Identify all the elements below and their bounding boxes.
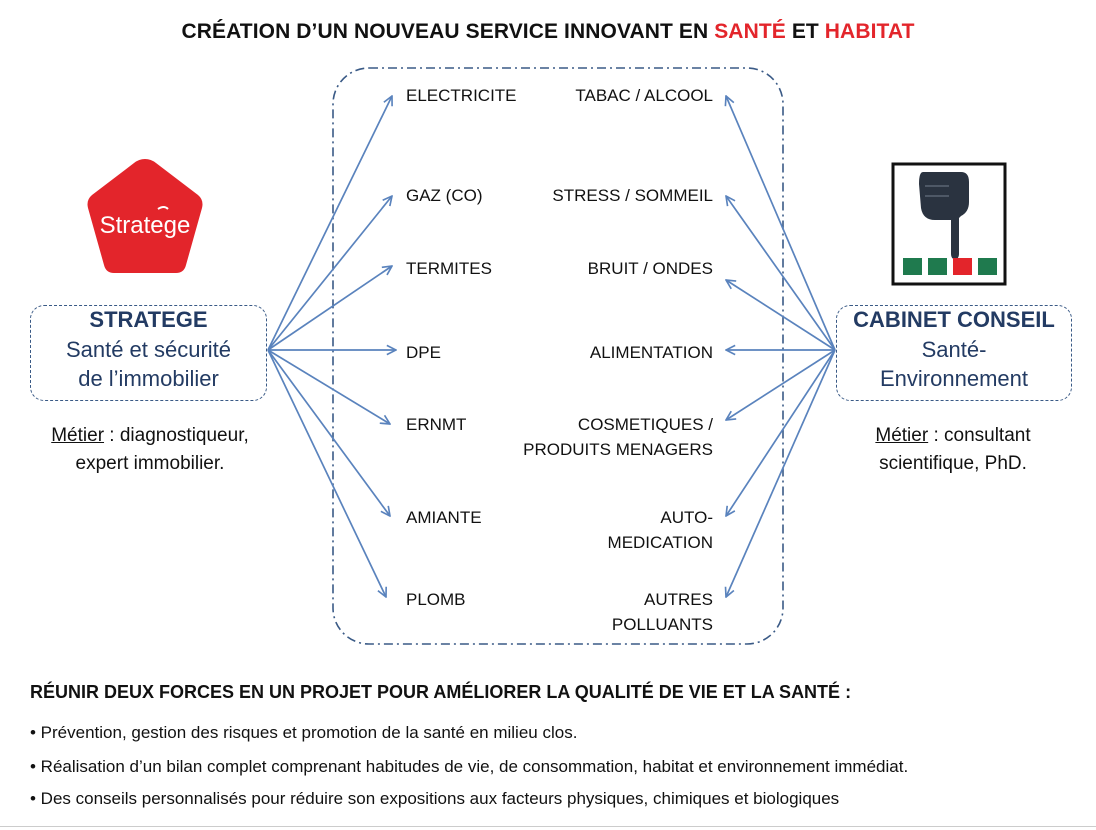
stratege-metier: Métier : diagnostiqueur, expert immobilier.	[51, 425, 249, 474]
health-item-stress: STRESS / SOMMEIL	[552, 186, 713, 205]
cabinet-conseil-subtitle-1: Santé-	[921, 337, 987, 362]
green-square-icon	[928, 258, 947, 275]
cabinet-conseil-subtitle-2: Environnement	[880, 366, 1028, 391]
bullet-item: • Réalisation d’un bilan complet comprenant habitudes de vie, de consommation, habitat et environnement immédiat.	[30, 757, 909, 776]
project-heading: RÉUNIR DEUX FORCES EN UN PROJET POUR AMÉLIORER LA QUALITÉ DE VIE ET LA SANTÉ :	[30, 682, 852, 702]
right-arrows	[726, 96, 835, 597]
bullet-item: • Des conseils personnalisés pour réduire son expositions aux facteurs physiques, chimiques et biologiques	[30, 789, 840, 808]
page-title: CRÉATION D’UN NOUVEAU SERVICE INNOVANT EN SANTÉ ET HABITAT	[181, 20, 915, 43]
hazard-item-gaz: GAZ (CO)	[406, 186, 483, 205]
stratege-logo-text: Stratege	[99, 212, 191, 239]
health-item-tabac: TABAC / ALCOOL	[575, 86, 713, 105]
right-arrow-2	[726, 280, 835, 350]
health-item-bruit: BRUIT / ONDES	[587, 259, 713, 278]
left-arrow-1	[268, 196, 392, 350]
health-item-alimentation: ALIMENTATION	[589, 343, 713, 362]
right-arrow-6	[726, 350, 835, 597]
cabinet-conseil-name: CABINET CONSEIL	[853, 307, 1055, 332]
right-arrow-0	[726, 96, 835, 350]
left-arrow-5	[268, 350, 390, 516]
bullet-item: • Prévention, gestion des risques et promotion de la santé en milieu clos.	[30, 723, 578, 742]
red-square-icon	[953, 258, 972, 275]
left-arrow-0	[268, 96, 392, 350]
hazard-item-electricite: ELECTRICITE	[406, 86, 517, 105]
hazard-item-ernmt: ERNMT	[406, 415, 467, 434]
health-item-cosmetiques: COSMETIQUES / PRODUITS MENAGERS	[523, 415, 713, 459]
cabinet-conseil-logo	[891, 162, 1007, 286]
green-square-icon	[978, 258, 997, 275]
left-arrow-6	[268, 350, 386, 597]
right-arrow-1	[726, 196, 835, 350]
stratege-box	[30, 305, 267, 401]
hazard-item-amiante: AMIANTE	[406, 508, 482, 527]
hazard-item-plomb: PLOMB	[406, 590, 466, 609]
stratege-subtitle-2: de l’immobilier	[78, 366, 219, 391]
cabinet-conseil-box	[836, 305, 1072, 401]
stratege-name: STRATEGE	[89, 307, 208, 332]
hazard-item-termites: TERMITES	[406, 259, 492, 278]
health-item-autres-polluants: AUTRES POLLUANTS	[611, 590, 713, 634]
cabinet-conseil-metier: Métier : consultant scientifique, PhD.	[875, 425, 1031, 474]
footer-divider	[0, 826, 1096, 827]
health-item-automedication: AUTO- MEDICATION	[607, 508, 713, 552]
left-arrow-2	[268, 266, 392, 350]
green-square-icon	[903, 258, 922, 275]
left-arrows	[268, 96, 396, 597]
hazard-item-dpe: DPE	[406, 343, 441, 362]
stratege-subtitle-1: Santé et sécurité	[65, 337, 232, 362]
stratege-logo	[80, 153, 210, 285]
right-arrow-5	[726, 350, 835, 516]
